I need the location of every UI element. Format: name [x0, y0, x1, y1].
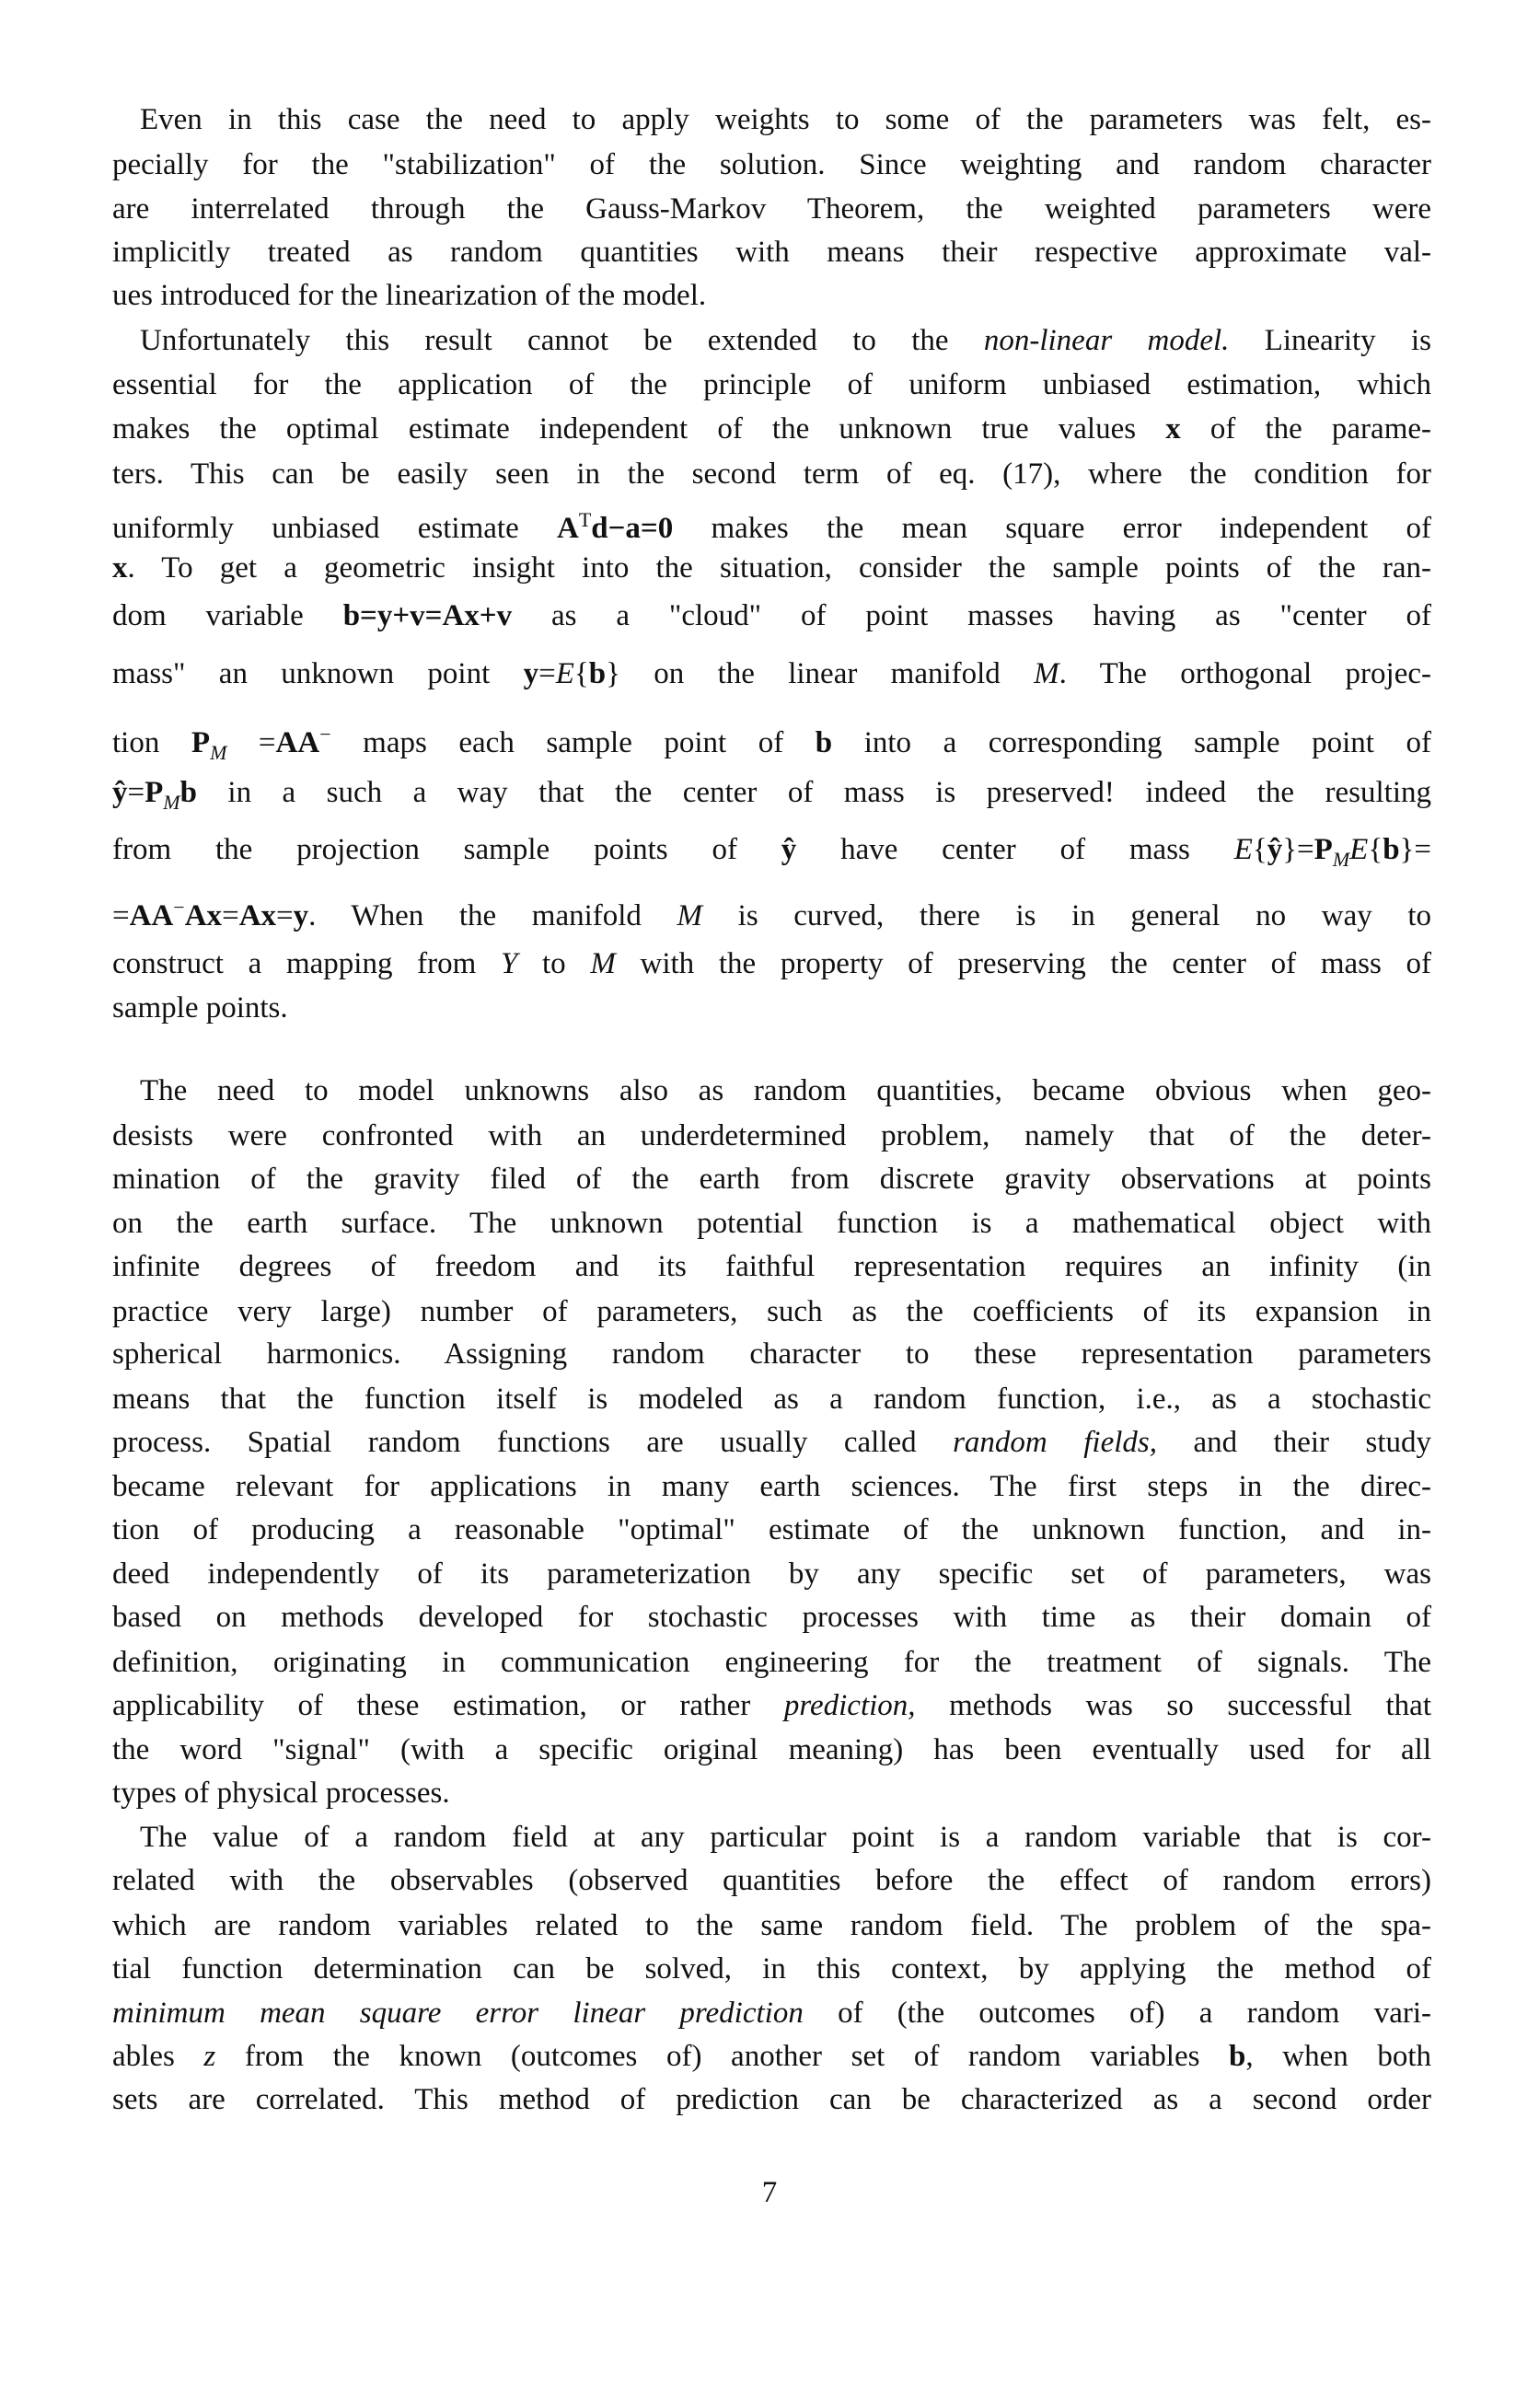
- text-line: [112, 1246, 1431, 1287]
- text-run: ters. This can be easily seen in the second term of eq. (17), where the condition for: [112, 457, 1431, 491]
- text-run: definition, originating in communication engineering for the treatment of signals. The: [112, 1646, 1431, 1679]
- text-run: deed independently of its parameterization by any specific set of parameters, was: [112, 1557, 1431, 1591]
- math-symbol: x: [112, 551, 128, 585]
- math-symbol: y: [523, 657, 539, 690]
- text-run: sets are correlated. This method of prediction can be characterized as a second order: [112, 2083, 1431, 2116]
- text-run: based on methods developed for stochastic processes with time as their domain of: [112, 1601, 1431, 1634]
- text-run: . The orthogonal projec-: [1059, 657, 1431, 690]
- text-line: [112, 454, 1431, 494]
- text-run: process. Spatial random functions are usually called: [112, 1426, 954, 1459]
- text-run: have center of mass: [796, 833, 1234, 866]
- text-run: tial function determination can be solved, in this context, by applying the method of: [112, 1952, 1431, 1985]
- math-script: M: [163, 791, 180, 814]
- text-run: sample points.: [112, 991, 288, 1025]
- emphasis-text: E: [555, 657, 574, 690]
- text-line: [112, 1642, 1431, 1683]
- text-run: types of physical processes.: [112, 1777, 450, 1810]
- text-run: makes the mean square error independent of: [673, 512, 1431, 545]
- text-line: [112, 1422, 1431, 1463]
- text-line: [112, 2036, 1431, 2077]
- text-line: [112, 1949, 1431, 1989]
- text-line: [112, 829, 1431, 870]
- math-symbol: b: [815, 726, 833, 759]
- text-run: related with the observables (observed quantities before the effect of random errors): [112, 1864, 1431, 1897]
- text-line: [112, 1905, 1431, 1946]
- text-run: of (the outcomes of) a random vari-: [803, 1997, 1432, 2030]
- text-line: [112, 365, 1431, 405]
- text-run: the word "signal" (with a specific original meaning) has been eventually used for all: [112, 1733, 1431, 1766]
- text-line: [112, 409, 1431, 449]
- text-run: infinite degrees of freedom and its faithful representation requires an infinity (in: [112, 1250, 1431, 1283]
- math-symbol: AA: [129, 899, 174, 932]
- text-run: became relevant for applications in many earth sciences. The first steps in the direc-: [112, 1470, 1431, 1503]
- math-symbol: y: [293, 899, 309, 932]
- emphasis-text: Y: [500, 947, 518, 980]
- text-run: tion of producing a reasonable "optimal" estimate of the unknown function, and in-: [112, 1513, 1431, 1546]
- text-run: of the parame-: [1180, 412, 1431, 446]
- text-run: =: [112, 899, 130, 932]
- text-line: [112, 1203, 1431, 1244]
- text-run: ues introduced for the linearization of the model.: [112, 279, 707, 312]
- text-run: =: [538, 657, 556, 690]
- text-line: [112, 1159, 1431, 1199]
- text-run: methods was so successful that: [915, 1689, 1431, 1722]
- text-run: are interrelated through the Gauss-Markov Theorem, the weighted parameters were: [112, 192, 1431, 226]
- text-run: applicability of these estimation, or rather: [112, 1689, 784, 1722]
- text-line: [140, 1817, 1431, 1858]
- text-run: , when both: [1245, 2040, 1431, 2073]
- text-run: in a such a way that the center of mass is preserved! indeed the resulting: [196, 776, 1431, 809]
- text-run: =: [226, 726, 276, 759]
- text-line: [112, 1334, 1431, 1374]
- text-line: [112, 772, 1431, 813]
- text-line: [112, 1466, 1431, 1507]
- text-line: [140, 320, 1431, 361]
- emphasis-text: M: [677, 899, 703, 932]
- math-symbol: ŷ: [112, 776, 128, 809]
- math-symbol: Ax: [184, 899, 223, 932]
- emphasis-text: prediction,: [783, 1689, 916, 1722]
- emphasis-text: minimum mean square error linear prediction: [112, 1997, 804, 2030]
- text-run: Even in this case the need to apply weights to some of the parameters was felt, es-: [140, 103, 1431, 136]
- text-run: to: [517, 947, 591, 980]
- text-run: }=: [1399, 833, 1431, 866]
- math-symbol: A: [556, 512, 579, 545]
- text-line: [112, 596, 1431, 636]
- text-run: The value of a random field at any particular point is a random variable that is cor-: [140, 1821, 1431, 1854]
- text-line: [112, 500, 1431, 545]
- emphasis-text: M: [590, 947, 616, 980]
- text-run: dom variable: [112, 599, 343, 632]
- text-line: [112, 1597, 1431, 1638]
- text-line: [112, 232, 1431, 272]
- text-run: into a corresponding sample point of: [832, 726, 1431, 759]
- text-run: {: [1368, 833, 1383, 866]
- math-symbol: P: [191, 726, 211, 759]
- text-line: [112, 1730, 1431, 1770]
- text-run: from the known (outcomes of) another set of random variables: [215, 2040, 1230, 2073]
- text-run: . When the manifold: [308, 899, 677, 932]
- page-number: 7: [761, 2176, 778, 2209]
- text-line: [140, 99, 1431, 140]
- text-run: }=: [1282, 833, 1314, 866]
- math-symbol: P: [145, 776, 164, 809]
- text-run: Linearity is: [1229, 324, 1431, 357]
- text-run: Unfortunately this result cannot be extended to the: [140, 324, 984, 357]
- text-run: means that the function itself is modeled as a random function, i.e., as a stochastic: [112, 1383, 1431, 1416]
- math-symbol: ŷ: [1267, 833, 1283, 866]
- text-run: mination of the gravity filed of the earth from discrete gravity observations at points: [112, 1163, 1431, 1196]
- text-run: {: [1252, 833, 1267, 866]
- text-run: mass" an unknown point: [112, 657, 524, 690]
- emphasis-text: z: [203, 2040, 216, 2073]
- text-line: [112, 1116, 1431, 1156]
- text-line: [112, 1554, 1431, 1594]
- text-run: construct a mapping from: [112, 947, 501, 980]
- text-run: =: [127, 776, 145, 809]
- math-symbol: P: [1313, 833, 1333, 866]
- text-line: [112, 1379, 1431, 1419]
- emphasis-text: E: [1349, 833, 1369, 866]
- text-line: [112, 714, 1431, 764]
- text-run: maps each sample point of: [330, 726, 816, 759]
- emphasis-text: M: [1034, 657, 1059, 690]
- text-line: [112, 1291, 1431, 1332]
- math-symbol: Ax: [238, 899, 277, 932]
- text-run: =: [276, 899, 294, 932]
- text-run: } on the linear manifold: [606, 657, 1035, 690]
- text-run: tion: [112, 726, 191, 759]
- text-line: [112, 145, 1431, 185]
- math-symbol: ŷ: [781, 833, 797, 866]
- emphasis-text: E: [1233, 833, 1253, 866]
- text-run: from the projection sample points of: [112, 833, 781, 866]
- math-symbol: b: [179, 776, 197, 809]
- text-line: [112, 189, 1431, 229]
- text-run: spherical harmonics. Assigning random character to these representation parameters: [112, 1337, 1431, 1371]
- emphasis-text: random fields,: [953, 1426, 1157, 1459]
- math-symbol: AA: [275, 726, 320, 759]
- text-run: is curved, there is in general no way to: [702, 899, 1432, 932]
- math-symbol: x: [1165, 412, 1181, 446]
- text-run: . To get a geometric insight into the situation, consider the sample points of the ran-: [127, 551, 1431, 585]
- text-run: makes the optimal estimate independent of the unknown true values: [112, 412, 1166, 446]
- math-script: M: [210, 741, 227, 764]
- text-run: as a "cloud" of point masses having as "center of: [512, 599, 1431, 632]
- text-run: with the property of preserving the center of mass of: [615, 947, 1431, 980]
- math-script: −: [173, 896, 185, 919]
- text-run: uniformly unbiased estimate: [112, 512, 557, 545]
- text-line: [112, 1510, 1431, 1550]
- text-line: [112, 1773, 1431, 1813]
- text-run: and their study: [1156, 1426, 1431, 1459]
- text-run: on the earth surface. The unknown potential function is a mathematical object with: [112, 1207, 1431, 1240]
- text-line: [112, 2079, 1431, 2120]
- text-run: which are random variables related to the same random field. The problem of the spa-: [112, 1909, 1431, 1942]
- math-symbol: b: [1229, 2040, 1246, 2073]
- text-run: {: [573, 657, 589, 690]
- text-line: [112, 275, 1431, 316]
- text-line: [112, 1993, 1431, 2033]
- text-line: [112, 944, 1431, 984]
- text-run: The need to model unknowns also as random quantities, became obvious when geo-: [140, 1074, 1431, 1107]
- text-line: [112, 548, 1431, 588]
- text-run: =: [222, 899, 239, 932]
- emphasis-text: non-linear model.: [983, 324, 1230, 357]
- text-run: implicitly treated as random quantities with means their respective approximate val-: [112, 236, 1431, 269]
- text-line: [112, 1685, 1431, 1726]
- text-run: pecially for the "stabilization" of the solution. Since weighting and random character: [112, 148, 1431, 181]
- math-symbol: b: [1383, 833, 1400, 866]
- text-run: practice very large) number of parameters, such as the coefficients of its expansion in: [112, 1295, 1431, 1328]
- math-symbol: b=y+v=Ax+v: [342, 599, 513, 632]
- text-run: ables: [112, 2040, 204, 2073]
- text-line: [140, 1071, 1431, 1111]
- math-script: T: [578, 508, 592, 531]
- text-line: [112, 988, 1431, 1028]
- text-line: [112, 887, 1432, 932]
- text-run: desists were confronted with an underdetermined problem, namely that of the deter-: [112, 1119, 1431, 1152]
- math-script: M: [1332, 848, 1350, 871]
- math-symbol: d−a=0: [591, 512, 674, 545]
- text-line: [112, 1860, 1431, 1901]
- text-line: [112, 654, 1431, 694]
- text-run: essential for the application of the principle of uniform unbiased estimation, which: [112, 368, 1431, 401]
- math-script: −: [319, 723, 331, 746]
- math-symbol: b: [588, 657, 607, 690]
